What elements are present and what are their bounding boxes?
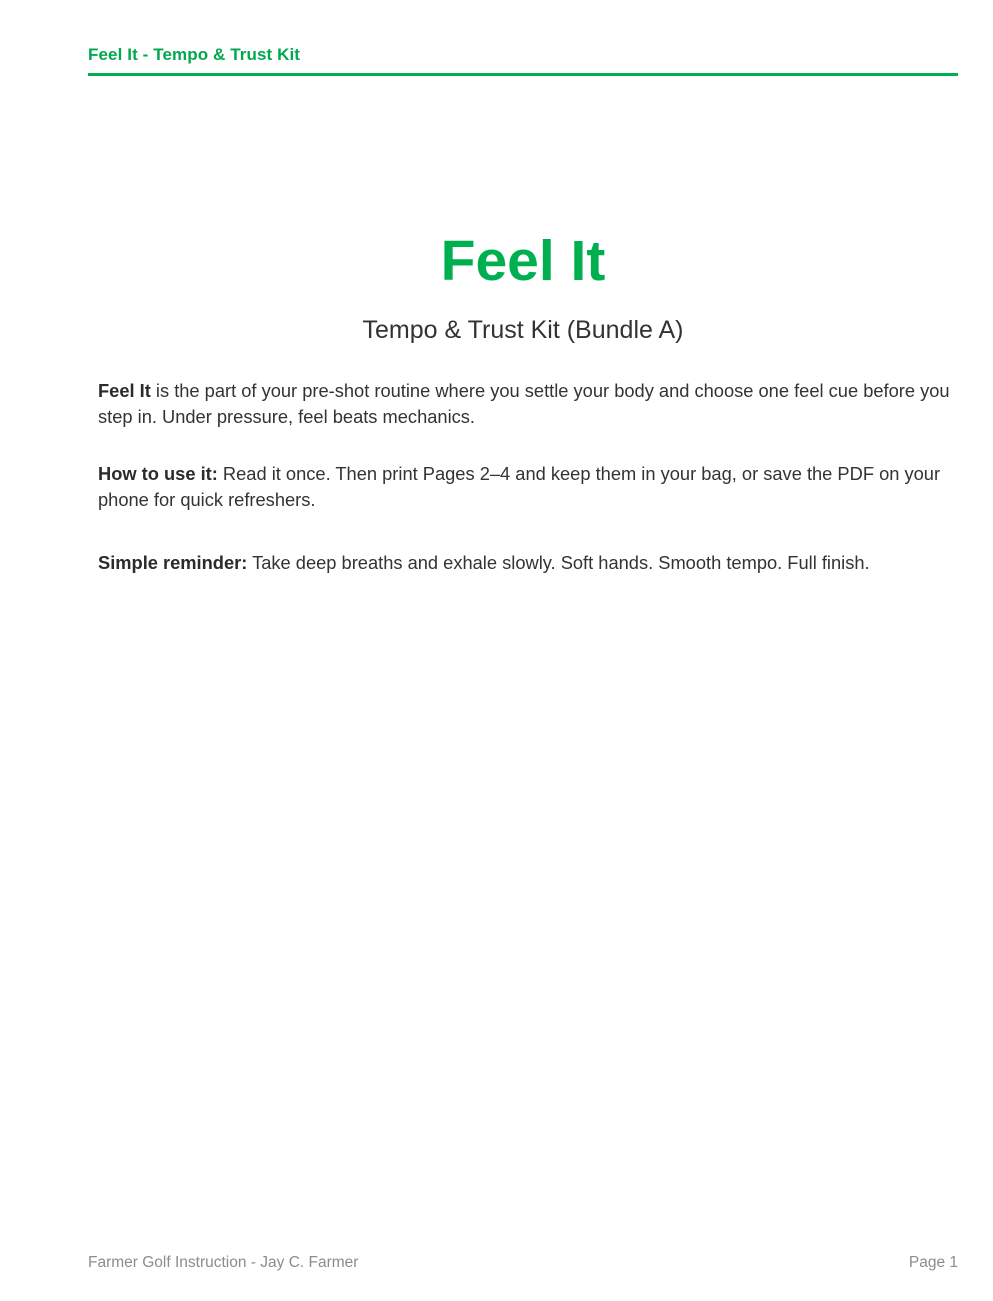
footer-author: Farmer Golf Instruction - Jay C. Farmer xyxy=(88,1254,359,1271)
reminder-paragraph xyxy=(98,550,958,576)
reminder-text: Take deep breaths and exhale slowly. Soft hands. Smooth tempo. Full finish. xyxy=(247,552,870,573)
how-to-use-paragraph xyxy=(98,461,958,513)
page-number: Page 1 xyxy=(908,1254,958,1271)
running-header: Feel It - Tempo & Trust Kit xyxy=(88,45,301,64)
how-to-use-text: Read it once. Then print Pages 2–4 and keep them in your bag, or save the PDF on your phone for quick refreshers. xyxy=(98,463,941,510)
intro-text: is the part of your pre-shot routine where you settle your body and choose one feel cue before you step in. Under pressure, feel beats mechanics. xyxy=(98,380,950,427)
intro-lead: Feel It xyxy=(98,380,151,401)
how-to-use-lead: How to use it: xyxy=(98,463,218,484)
header-rule xyxy=(88,73,958,76)
reminder-lead: Simple reminder: xyxy=(98,552,248,573)
page-title: Feel It xyxy=(440,229,606,293)
page-subtitle: Tempo & Trust Kit (Bundle A) xyxy=(362,316,684,344)
intro-paragraph xyxy=(98,378,958,430)
